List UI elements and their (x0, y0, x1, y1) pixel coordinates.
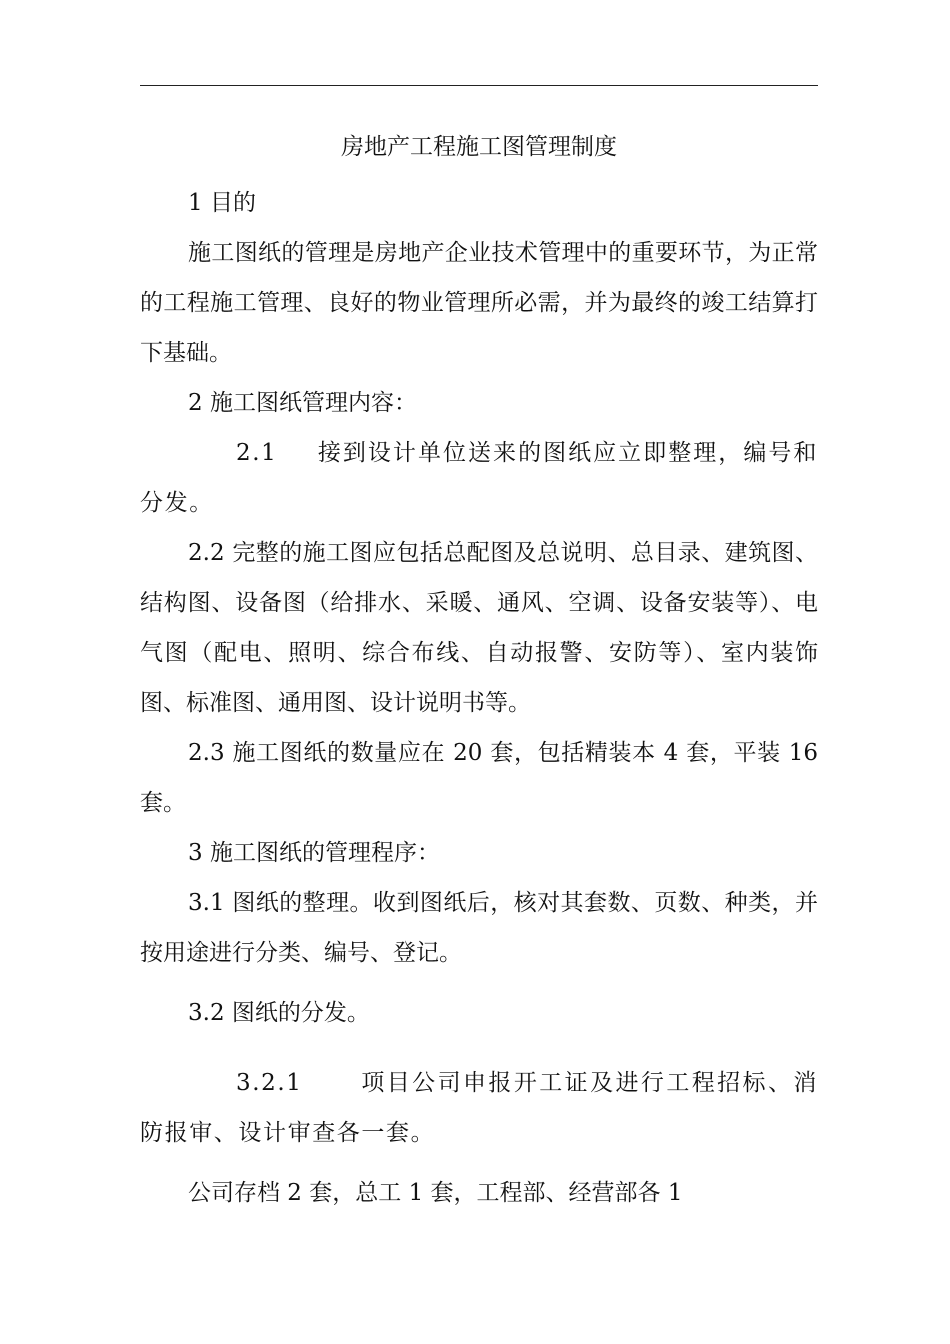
section-2-2: 2.2 完整的施工图应包括总配图及总说明、总目录、建筑图、结构图、设备图（给排水、采暖、通风、空调、设备安装等）、电气图（配电、照明、综合布线、自动报警、安防等）、室内装饰图、标准图、通用图、设计说明书等。 (140, 540, 818, 716)
header-rule (140, 85, 818, 86)
section-3-2: 3.2 图纸的分发。 (188, 1000, 370, 1026)
section-2-1 (140, 428, 818, 528)
section-3-2-1 (140, 1058, 818, 1158)
section-3-1: 3.1 图纸的整理。收到图纸后，核对其套数、页数、种类，并按用途进行分类、编号、登记。 (140, 890, 818, 966)
section-3-heading: 3 施工图纸的管理程序： (188, 840, 440, 866)
section-2-3: 2.3 施工图纸的数量应在 20 套，包括精装本 4 套，平装 16 套。 (140, 740, 818, 816)
section-3-2-tail: 公司存档 2 套，总工 1 套，工程部、经营部各 1 (188, 1180, 683, 1206)
section-1-body: 施工图纸的管理是房地产企业技术管理中的重要环节，为正常的工程施工管理、良好的物业管理所必需，并为最终的竣工结算打下基础。 (140, 240, 818, 366)
section-1-heading: 1 目的 (188, 190, 256, 216)
section-2-1-number: 2.1 (236, 440, 278, 466)
section-2-1-text: 接到设计单位送来的图纸应立即整理，编号和分发。 (140, 440, 818, 516)
section-3-2-1-text: 项目公司申报开工证及进行工程招标、消防报审、设计审查各一套。 (140, 1070, 818, 1146)
section-3-2-1-number: 3.2.1 (236, 1070, 303, 1096)
section-2-heading: 2 施工图纸管理内容： (188, 390, 417, 416)
document-title: 房地产工程施工图管理制度 (341, 134, 617, 160)
